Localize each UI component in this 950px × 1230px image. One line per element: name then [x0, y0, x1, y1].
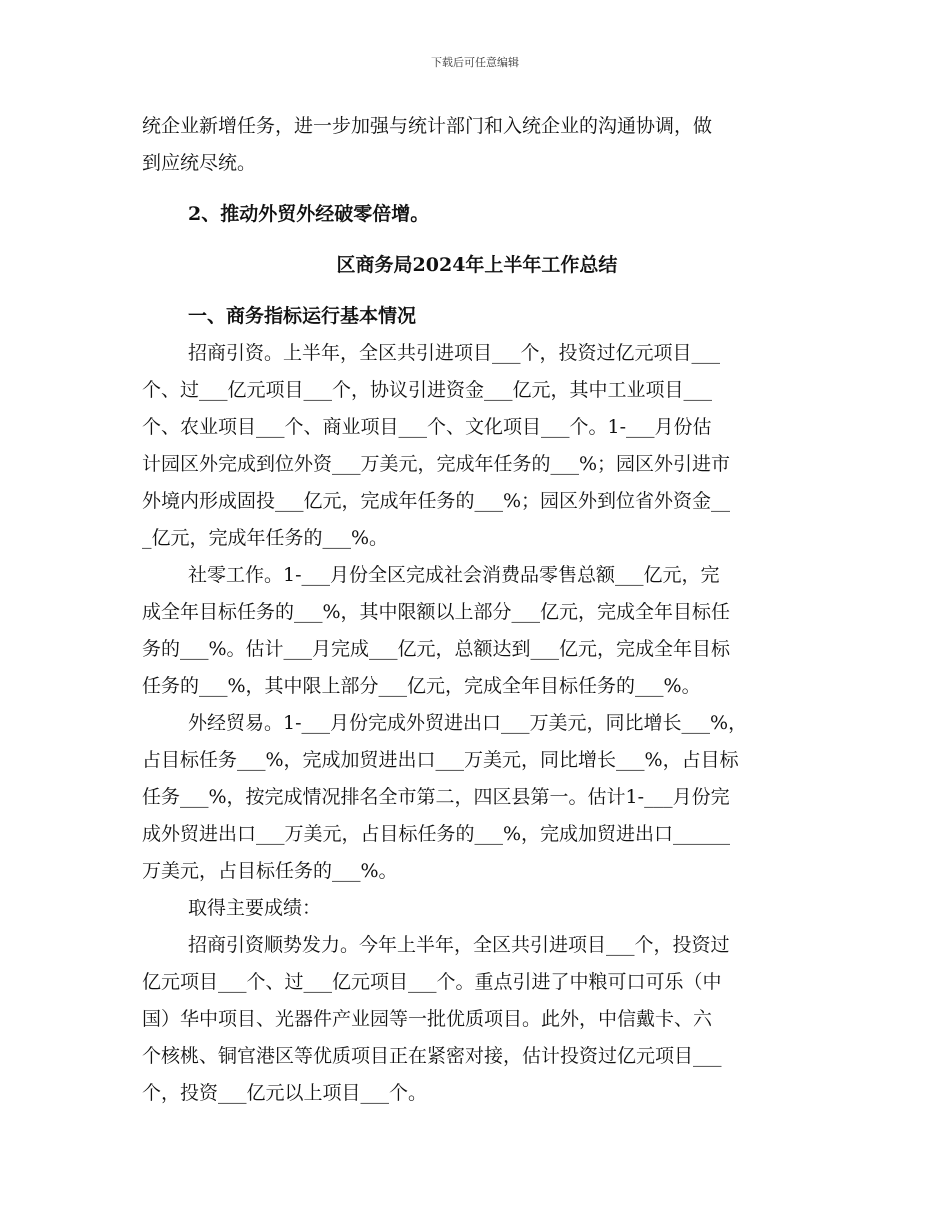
document-body	[142, 108, 812, 1112]
paragraph-line: 个，投资___亿元以上项目___个。	[142, 1082, 428, 1104]
paragraph-line: 计园区外完成到位外资___万美元，完成年任务的___%；园区外引进市	[142, 453, 731, 475]
section-heading: 一、商务指标运行基本情况	[188, 305, 417, 327]
paragraph-line: 取得主要成绩：	[188, 897, 322, 919]
page-header: 下载后可任意编辑	[431, 56, 519, 69]
paragraph-line: 外境内形成固投___亿元，完成年任务的___%；园区外到位省外资金__	[142, 490, 731, 512]
paragraph-line: 招商引资顺势发力。今年上半年，全区共引进项目___个，投资过	[188, 934, 730, 956]
paragraph-line: 外经贸易。1-___月份完成外贸进出口___万美元，同比增长___%，	[188, 712, 748, 734]
paragraph-line: 社零工作。1-___月份全区完成社会消费品零售总额___亿元，完	[188, 564, 720, 586]
paragraph-line: 务的___%。估计___月完成___亿元，总额达到___亿元，完成全年目标	[142, 638, 731, 660]
paragraph-line: 国）华中项目、光器件产业园等一批优质项目。此外，中信戴卡、六	[142, 1008, 713, 1030]
paragraph-line: 成外贸进出口___万美元，占目标任务的___%，完成加贸进出口______	[142, 823, 731, 845]
paragraph-line: 万美元，占目标任务的___%。	[142, 860, 398, 882]
paragraph-line: 亿元项目___个、过___亿元项目___个。重点引进了中粮可口可乐（中	[142, 971, 722, 993]
paragraph-line: 成全年目标任务的___%，其中限额以上部分___亿元，完成全年目标任	[142, 601, 731, 623]
paragraph-line: 招商引资。上半年，全区共引进项目___个，投资过亿元项目___	[188, 342, 721, 364]
paragraph-line: 个、过___亿元项目___个，协议引进资金___亿元，其中工业项目___	[142, 379, 713, 401]
paragraph-line: 到应统尽统。	[142, 152, 257, 174]
section-heading: 2、推动外贸外经破零倍增。	[188, 203, 430, 225]
paragraph-line: 任务___%，按完成情况排名全市第二，四区县第一。估计1-___月份完	[142, 786, 730, 808]
paragraph-line: _亿元，完成年任务的___%。	[142, 527, 389, 549]
paragraph-line: 统企业新增任务，进一步加强与统计部门和入统企业的沟通协调，做	[142, 115, 713, 137]
paragraph-line: 任务的___%，其中限上部分___亿元，完成全年目标任务的___%。	[142, 675, 701, 697]
paragraph-line: 个、农业项目___个、商业项目___个、文化项目___个。1-___月份估	[142, 416, 712, 438]
document-title: 区商务局2024年上半年工作总结	[336, 254, 618, 276]
paragraph-line: 占目标任务___%，完成加贸进出口___万美元，同比增长___%，占目标	[142, 749, 739, 771]
paragraph-line: 个核桃、铜官港区等优质项目正在紧密对接，估计投资过亿元项目___	[142, 1045, 722, 1067]
